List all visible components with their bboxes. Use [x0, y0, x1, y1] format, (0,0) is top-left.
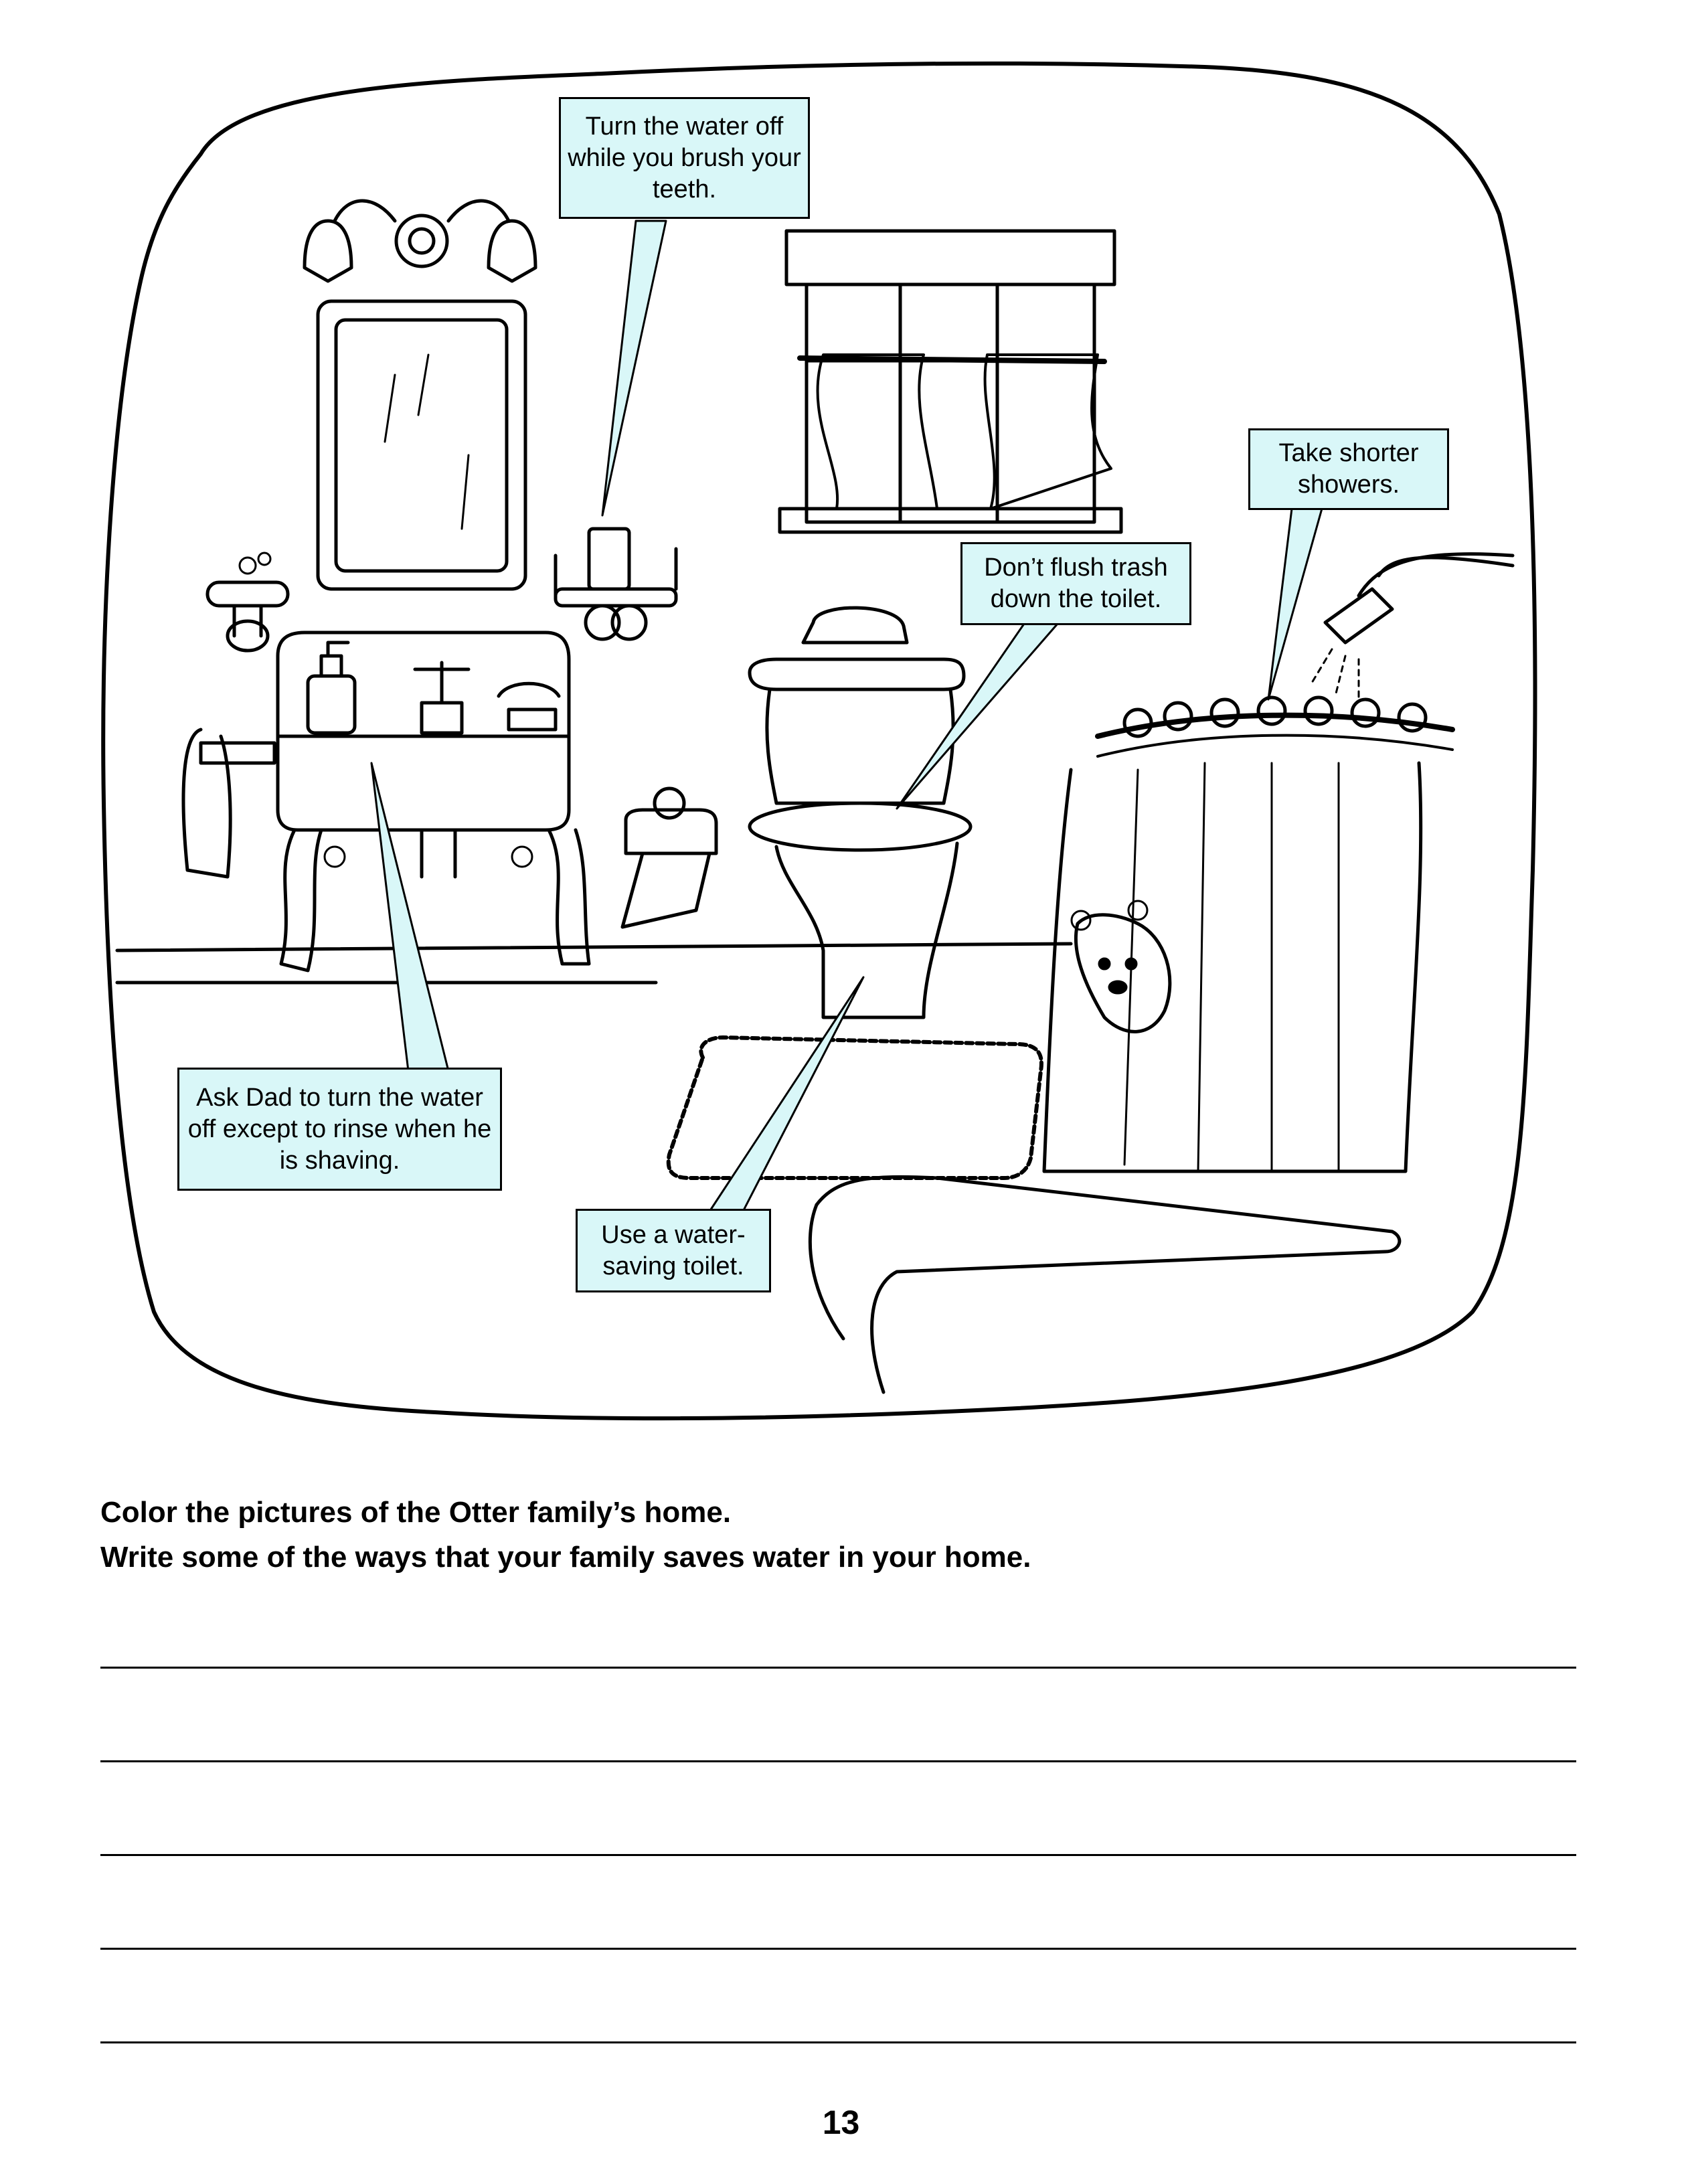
otter-character	[1072, 901, 1170, 1031]
writing-line-4[interactable]	[100, 1948, 1576, 1950]
page-number: 13	[822, 2104, 860, 2141]
callout-brush-teeth: Turn the water off while you brush your teeth.	[559, 97, 810, 219]
wall-floor-line	[117, 944, 1071, 950]
bath-rug	[669, 1037, 1041, 1178]
window	[780, 231, 1121, 532]
scene-frame	[103, 64, 1535, 1418]
shower-head	[1312, 554, 1513, 700]
soap-dish	[207, 553, 288, 651]
callout-pointers	[371, 221, 1322, 1211]
writing-line-3[interactable]	[100, 1854, 1576, 1856]
wall-lamp	[305, 201, 535, 281]
toilet	[750, 608, 971, 1017]
instruction-color: Color the pictures of the Otter family’s home.	[100, 1496, 732, 1529]
instruction-write: Write some of the ways that your family saves water in your home.	[100, 1541, 1031, 1574]
bathtub	[810, 1177, 1400, 1392]
writing-line-2[interactable]	[100, 1760, 1576, 1762]
toilet-paper	[622, 788, 716, 927]
callout-water-saving-toilet: Use a water-saving toilet.	[576, 1209, 771, 1292]
callout-shorter-showers: Take shorter showers.	[1248, 428, 1449, 510]
toothbrush-holder	[556, 529, 676, 639]
callout-flush-trash: Don’t flush trash down the toilet.	[960, 542, 1191, 625]
mirror	[318, 301, 525, 589]
shower-curtain	[1044, 697, 1452, 1171]
sink	[278, 633, 589, 971]
writing-line-1[interactable]	[100, 1667, 1576, 1669]
callout-ask-dad: Ask Dad to turn the water off except to rinse when he is shaving.	[177, 1068, 502, 1191]
towel	[183, 730, 274, 877]
writing-line-5[interactable]	[100, 2041, 1576, 2043]
